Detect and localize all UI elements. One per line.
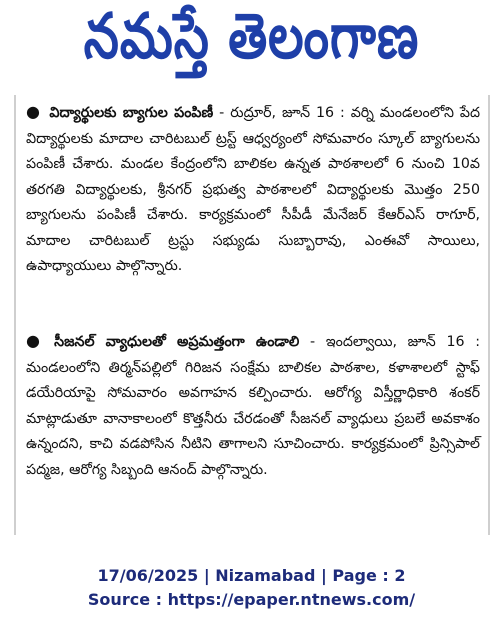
bullet-icon: ● (26, 331, 47, 350)
headline-dash: - (213, 105, 231, 121)
masthead (0, 0, 503, 88)
article-body: ఇందల్వాయి, జూన్ 16 : మండలంలోని తిర్మన్‌పల్లిలో గిరిజన సంక్షేమ బాలికల పాఠశాల, కళాశాలలో స్టాఫ్ డయేరియాపై సోమవారం అవగాహన కల్పించారు. ఆరోగ్య విస్తీర్ణాధికారి శంకర్ మాట్లాడుతూ వానాకాలంలో కొత్తనీరు చేరడంతో సీజనల్ వ్యాధులు ప్రబలే అవకాశం ఉన్నందని, కాచి వడపోసిన నీటిని తాగాలని సూచించారు. కార్యక్రమంలో ప్రిన్సిపాల్ పద్మజ, ఆరోగ్య సిబ్బంది ఆనంద్ పాల్గొన్నారు. (26, 334, 481, 478)
article-seasonal-diseases (26, 328, 480, 483)
article-headline: విద్యార్థులకు బ్యాగుల పంపిణీ (49, 105, 214, 121)
news-clipping (14, 95, 490, 535)
headline-dash: - (299, 334, 326, 350)
article-headline: సీజనల్ వ్యాధులతో అప్రమత్తంగా ఉండాలి (54, 334, 300, 350)
masthead-title: నమస్తే తెలంగాణ (83, 0, 420, 73)
article-bags-distribution (26, 99, 480, 280)
footer-date-edition: 17/06/2025 | Nizamabad | Page : 2 (97, 566, 406, 585)
footer-source: Source : https://epaper.ntnews.com/ (87, 590, 416, 609)
article-body: రుద్రూర్, జూన్ 16 : వర్ని మండలంలోని పేద విద్యార్థులకు మాదాల చారిటబుల్ ట్రస్ట్ ఆధ్వర్యంలో సోమవారం స్కూల్ బ్యాగులను పంపిణీ చేశారు. మండల కేంద్రంలోని బాలికల ఉన్నత పాఠశాలలో 6 నుంచి 10వ తరగతి విద్యార్థులకు, శ్రీనగర్ ప్రభుత్వ పాఠశాలలో విద్యార్థులకు మొత్తం 250 బ్యాగులను పంపిణీ చేశారు. కార్యక్రమంలో సీపీడీ మేనేజర్ కేఆర్ఎస్ రాగూర్, మాదాల చారిటబుల్ ట్రస్టు సభ్యుడు సుబ్బారావు, ఎంఈవో సాయిలు, ఉపాధ్యాయులు పాల్గొన్నారు. (26, 105, 481, 274)
bullet-icon: ● (26, 102, 42, 121)
